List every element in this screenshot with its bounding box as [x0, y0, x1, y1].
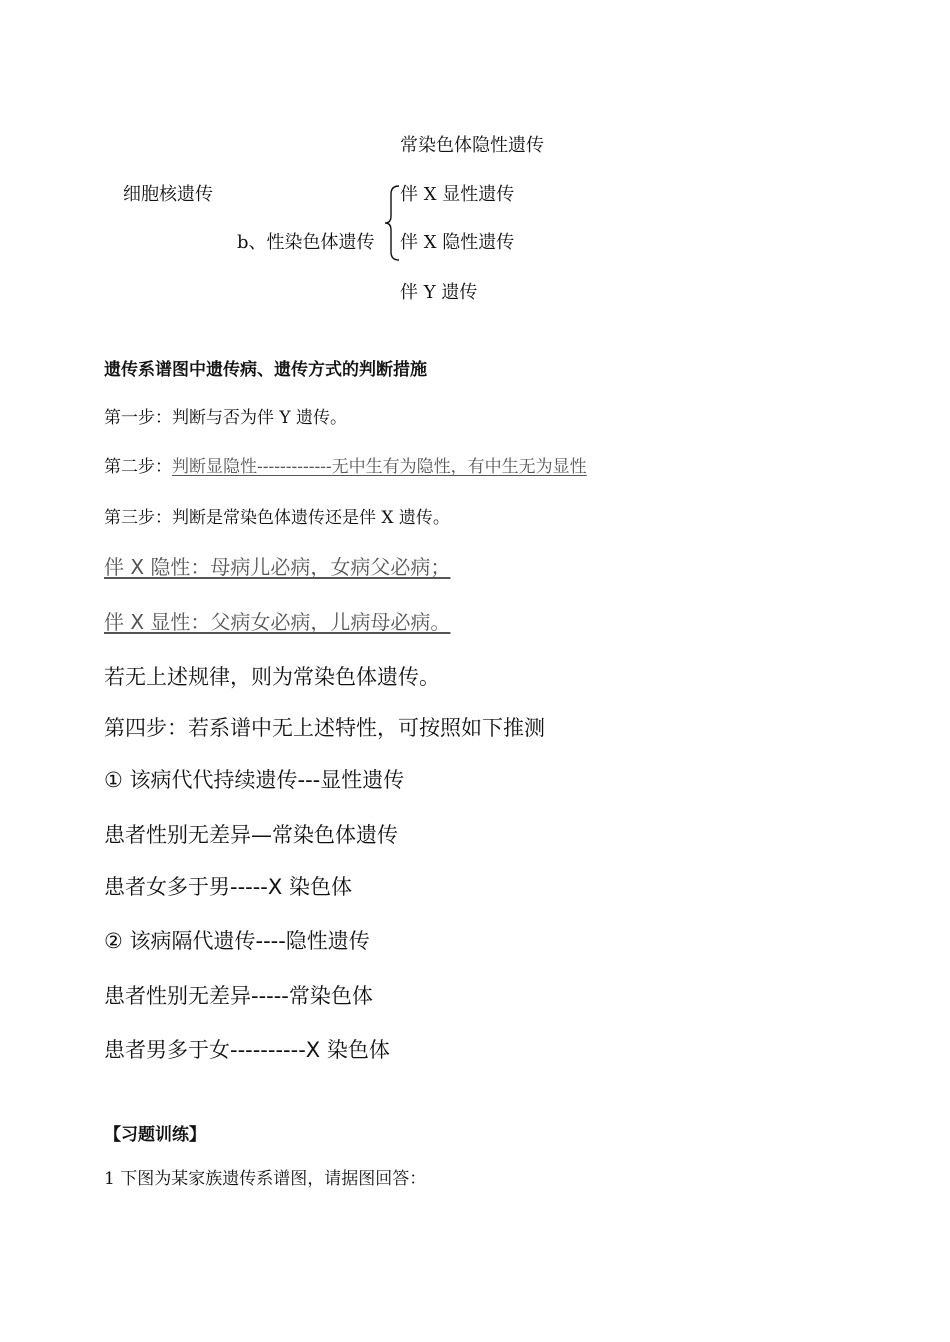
autosomal-recessive-label: 常染色体隐性遗传 — [400, 135, 544, 156]
step-2 — [104, 459, 587, 476]
case-1-b: 患者女多于男-----X 染色体 — [104, 875, 352, 899]
case-1-a: 患者性别无差异—常染色体遗传 — [104, 823, 398, 847]
step-1: 第一步：判断与否为伴 Y 遗传。 — [104, 408, 348, 428]
section-heading: 遗传系谱图中遗传病、遗传方式的判断措施 — [104, 360, 427, 380]
sex-chromosome-label: b、性染色体遗传 — [237, 232, 375, 253]
exercise-heading: 【习题训练】 — [104, 1125, 206, 1145]
x-recessive-label: 伴 X 隐性遗传 — [400, 232, 515, 253]
case-2: ② 该病隔代遗传----隐性遗传 — [104, 929, 370, 953]
x-recessive-rule: 伴 X 隐性：母病儿必病，女病父必病； — [104, 555, 451, 579]
case-2-b: 患者男多于女----------X 染色体 — [104, 1038, 390, 1062]
nuclear-inheritance-label: 细胞核遗传 — [123, 184, 213, 205]
step-4: 第四步：若系谱中无上述特性，可按照如下推测 — [104, 716, 545, 740]
x-dominant-label: 伴 X 显性遗传 — [400, 184, 515, 205]
x-dominant-rule: 伴 X 显性：父病女必病，儿病母必病。 — [104, 610, 451, 634]
case-2-a: 患者性别无差异-----常染色体 — [104, 984, 373, 1008]
step-2-prefix: 第二步： — [104, 457, 172, 477]
autosomal-rule: 若无上述规律，则为常染色体遗传。 — [104, 665, 440, 689]
case-1: ① 该病代代持续遗传---显性遗传 — [104, 768, 405, 792]
curly-brace-icon — [383, 184, 403, 262]
step-3: 第三步：判断是常染色体遗传还是伴 X 遗传。 — [104, 508, 450, 528]
step-2-rule: 判断显隐性-------------无中生有为隐性，有中生无为显性 — [172, 457, 587, 477]
y-linked-label: 伴 Y 遗传 — [400, 282, 478, 303]
question-1: 1 下图为某家族遗传系谱图，请据图回答： — [104, 1169, 427, 1189]
